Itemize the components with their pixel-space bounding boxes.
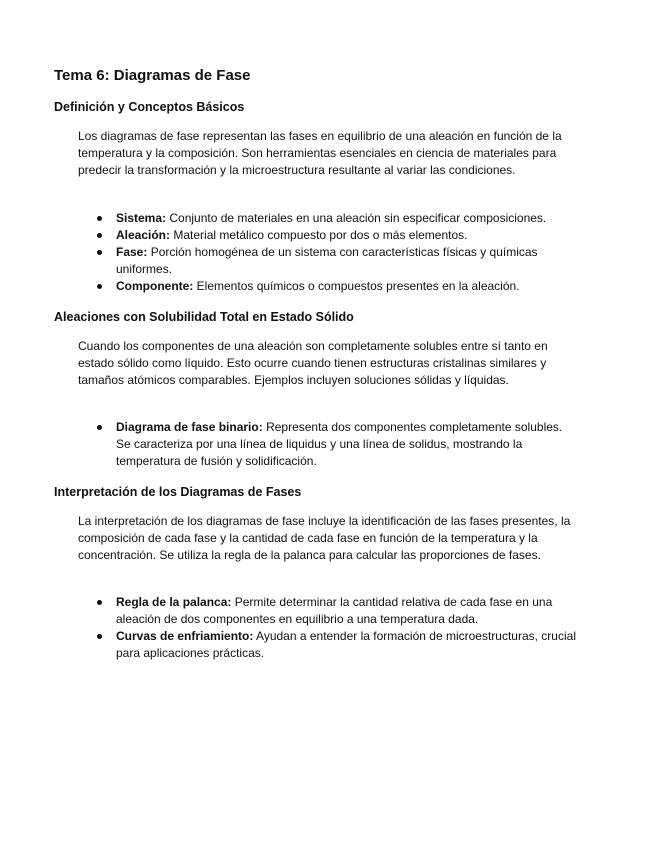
item-text: Porción homogénea de un sistema con características físicas y químicas uniformes. — [116, 245, 538, 276]
section-heading: Interpretación de los Diagramas de Fases — [54, 485, 302, 499]
bullet-icon — [97, 216, 102, 221]
item-text: Permite determinar la cantidad relativa de cada fase en una aleación de dos componentes en equilibrio a una temperatura dada. — [116, 595, 553, 626]
item-term: Sistema: — [116, 211, 167, 225]
item-term: Componente: — [116, 279, 194, 293]
list-item — [78, 278, 578, 295]
bullet-icon — [97, 233, 102, 238]
page-title: Tema 6: Diagramas de Fase — [54, 67, 251, 84]
list-item — [78, 628, 578, 662]
bullet-icon — [97, 425, 102, 430]
section-paragraph: Cuando los componentes de una aleación son completamente solubles entre sí tanto en estado sólido como líquido. Esto ocurre cuando tienen estructuras cristalinas similares y tamaños atómicos comparables. Ejemplos incluyen soluciones sólidas y líquidas. — [78, 339, 548, 387]
list-item — [78, 594, 578, 628]
section-paragraph: Los diagramas de fase representan las fases en equilibrio de una aleación en función de la temperatura y la composición. Son herramientas esenciales en ciencia de materiales para predecir la transformación y la microestructura resultante al variar las condiciones. — [78, 129, 562, 177]
list-item — [78, 244, 578, 278]
bullet-icon — [97, 634, 102, 639]
section-heading: Aleaciones con Solubilidad Total en Estado Sólido — [54, 310, 354, 324]
section-heading: Definición y Conceptos Básicos — [54, 100, 245, 114]
item-term: Fase: — [116, 245, 148, 259]
item-text: Material metálico compuesto por dos o más elementos. — [173, 228, 468, 242]
item-text: Ayudan a entender la formación de microestructuras, crucial para aplicaciones prácticas. — [116, 629, 576, 660]
bullet-icon — [97, 250, 102, 255]
bullet-icon — [97, 284, 102, 289]
bullet-list — [78, 419, 578, 470]
bullet-icon — [97, 600, 102, 605]
item-term: Diagrama de fase binario: — [116, 420, 263, 434]
list-item — [78, 210, 578, 227]
list-item — [78, 419, 578, 470]
item-term: Curvas de enfriamiento: — [116, 629, 254, 643]
item-term: Regla de la palanca: — [116, 595, 232, 609]
item-text: Elementos químicos o compuestos presentes en la aleación. — [196, 279, 520, 293]
list-item — [78, 227, 578, 244]
item-term: Aleación: — [116, 228, 171, 242]
bullet-list — [78, 210, 578, 295]
item-text: Representa dos componentes completamente solubles. Se caracteriza por una línea de liquidus y una línea de solidus, mostrando la temperatura de fusión y solidificación. — [116, 420, 563, 468]
bullet-list — [78, 594, 578, 662]
item-text: Conjunto de materiales en una aleación sin especificar composiciones. — [169, 211, 547, 225]
section-paragraph: La interpretación de los diagramas de fase incluye la identificación de las fases presentes, la composición de cada fase y la cantidad de cada fase en función de la temperatura y la concentración. Se utiliza la regla de la palanca para calcular las proporciones de fases. — [78, 514, 571, 562]
